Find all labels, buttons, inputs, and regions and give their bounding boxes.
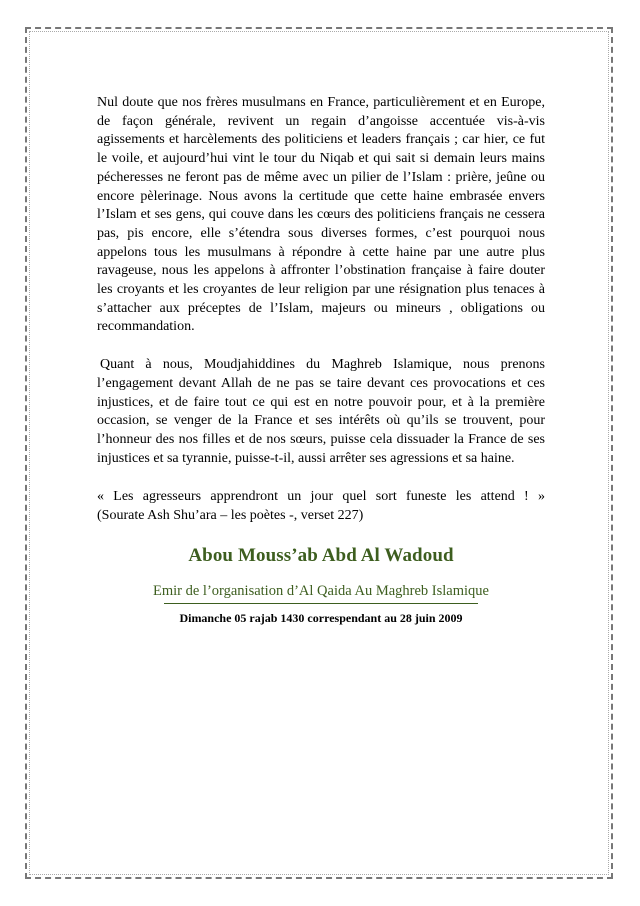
signature-role: Emir de l’organisation d’Al Qaida Au Maghreb Islamique — [153, 582, 489, 599]
paragraph-1: Nul doute que nos frères musulmans en France, particulièrement et en Europe, de façon générale, revivent un regain d’angoisse accentuée vis-à-vis agissements et harcèlements des politiciens et leaders français ; car hier, ce fut le voile, et aujourd’hui vint le tour du Niqab et qui sait si demain leurs mains pécheresses ne feront pas de même avec un pilier de l’Islam : prière, jeûne ou encore pèlerinage. Nous avons la certitude que cette haine embrasée envers l’Islam et ses gens, qui couve dans les cœurs des politiciens français ne cessera pas, pis encore, elle s’étendra sous diverses formes, c’est pourquoi nous appelons tous les musulmans à répondre à cette haine par une autre plus ravageuse, nous les appelons à affronter l’obstination française à faire douter les croyants et les croyantes de leur religion par une résignation plus tenaces à s’attacher aux préceptes de l’Islam, majeurs ou mineurs , obligations ou recommandation. — [97, 95, 545, 335]
signature-divider — [164, 603, 478, 604]
document-body — [97, 94, 545, 626]
signature-block — [97, 544, 545, 626]
signature-name: Abou Mouss’ab Abd Al Wadoud — [188, 544, 454, 566]
quote-block — [97, 488, 545, 525]
quote-reference: (Sourate Ash Shu’ara – les poètes -, verset 227) — [97, 508, 364, 524]
signature-date: Dimanche 05 rajab 1430 correspendant au 28 juin 2009 — [179, 610, 463, 625]
quote-text: « Les agresseurs apprendront un jour quel sort funeste les attend ! » — [97, 489, 545, 505]
paragraph-2: Quant à nous, Moudjahiddines du Maghreb Islamique, nous prenons l’engagement devant Allah de ne pas se taire devant ces provocations et ces injustices, et de faire tout ce qui est en notre pouvoir pour, et à la première occasion, se venger de la France et ses intérêts où qu’ils se trouvent, pour l’honneur des nos filles et de nos sœurs, puisse cela dissuader la France de ses injustices et sa tyrannie, puisse-t-il, aussi arrêter ses agressions et sa haine. — [97, 357, 545, 466]
